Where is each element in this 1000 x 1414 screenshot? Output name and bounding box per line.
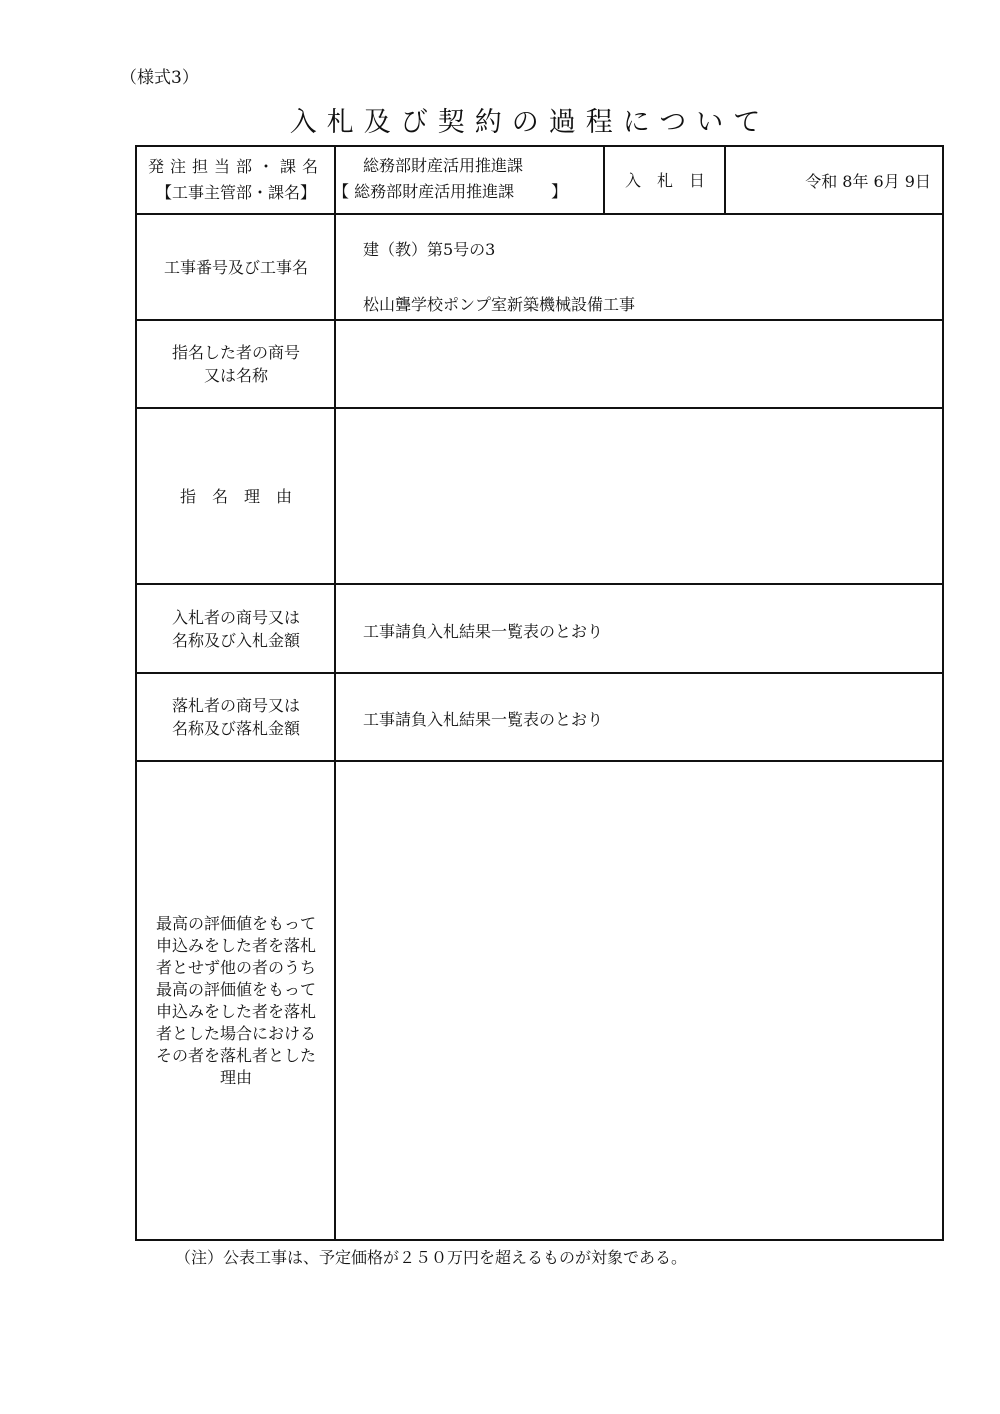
other-winner-label-line: 者とせず他の者のうち (155, 958, 316, 977)
construction-number: 建（教）第5号の3 (363, 240, 496, 259)
bid-date-value (726, 169, 931, 192)
dept-label: 発注担当部・課名 (147, 157, 324, 176)
other-winner-label-cell (137, 762, 335, 1240)
bidders-value: 工事請負入札結果一覧表のとおり (363, 622, 604, 641)
dept-label-cell (137, 147, 335, 213)
other-winner-label-line: その者を落札者とした (155, 1046, 316, 1065)
other-winner-label-line: 申込みをした者を落札 (155, 936, 316, 955)
other-winner-label-line: 者とした場合における (155, 1024, 316, 1043)
footnote: （注）公表工事は、予定価格が２５０万円を超えるものが対象である。 (175, 1248, 688, 1267)
reason-label-cell (137, 409, 335, 583)
other-winner-label-line: 申込みをした者を落札 (155, 1002, 316, 1021)
winner-label-line2: 名称及び落札金額 (171, 719, 300, 738)
bidders-label-line2: 名称及び入札金額 (171, 630, 300, 650)
construction-label: 工事番号及び工事名 (163, 257, 308, 277)
bid-date-label-text: 入 札 日 (624, 170, 705, 190)
winner-label-line1: 落札者の商号又は (171, 696, 300, 715)
designated-label-cell (137, 321, 335, 407)
winner-label-cell (137, 674, 335, 760)
dept-value: 総務部財産活用推進課 (363, 156, 524, 175)
winner-value: 工事請負入札結果一覧表のとおり (363, 710, 604, 729)
construction-name: 松山聾学校ポンプ室新築機械設備工事 (363, 295, 636, 314)
form-id: （様式3） (120, 68, 199, 88)
form-table (135, 145, 944, 1241)
other-winner-label-line: 最高の評価値をもって (155, 914, 316, 933)
bid-date-text: 令和 8年 6月 9日 (805, 172, 931, 191)
main-dept-value: 【 総務部財産活用推進課 】 (333, 182, 568, 201)
main-dept-label: 【工事主管部・課名】 (155, 183, 316, 202)
construction-label-cell (137, 215, 335, 319)
bidders-label-cell (137, 585, 335, 672)
other-winner-label-line: 最高の評価値をもって (155, 980, 316, 999)
reason-label: 指 名 理 由 (179, 486, 292, 506)
document-title: 入札及び契約の過程について (289, 107, 771, 138)
other-winner-label-line: 理由 (219, 1068, 252, 1087)
bidders-label-line1: 入札者の商号又は (171, 607, 300, 627)
bid-date-label (605, 147, 725, 213)
dept-value-cell (333, 153, 603, 213)
designated-label-line1: 指名した者の商号 (171, 343, 300, 362)
designated-label-line2: 又は名称 (203, 366, 268, 385)
